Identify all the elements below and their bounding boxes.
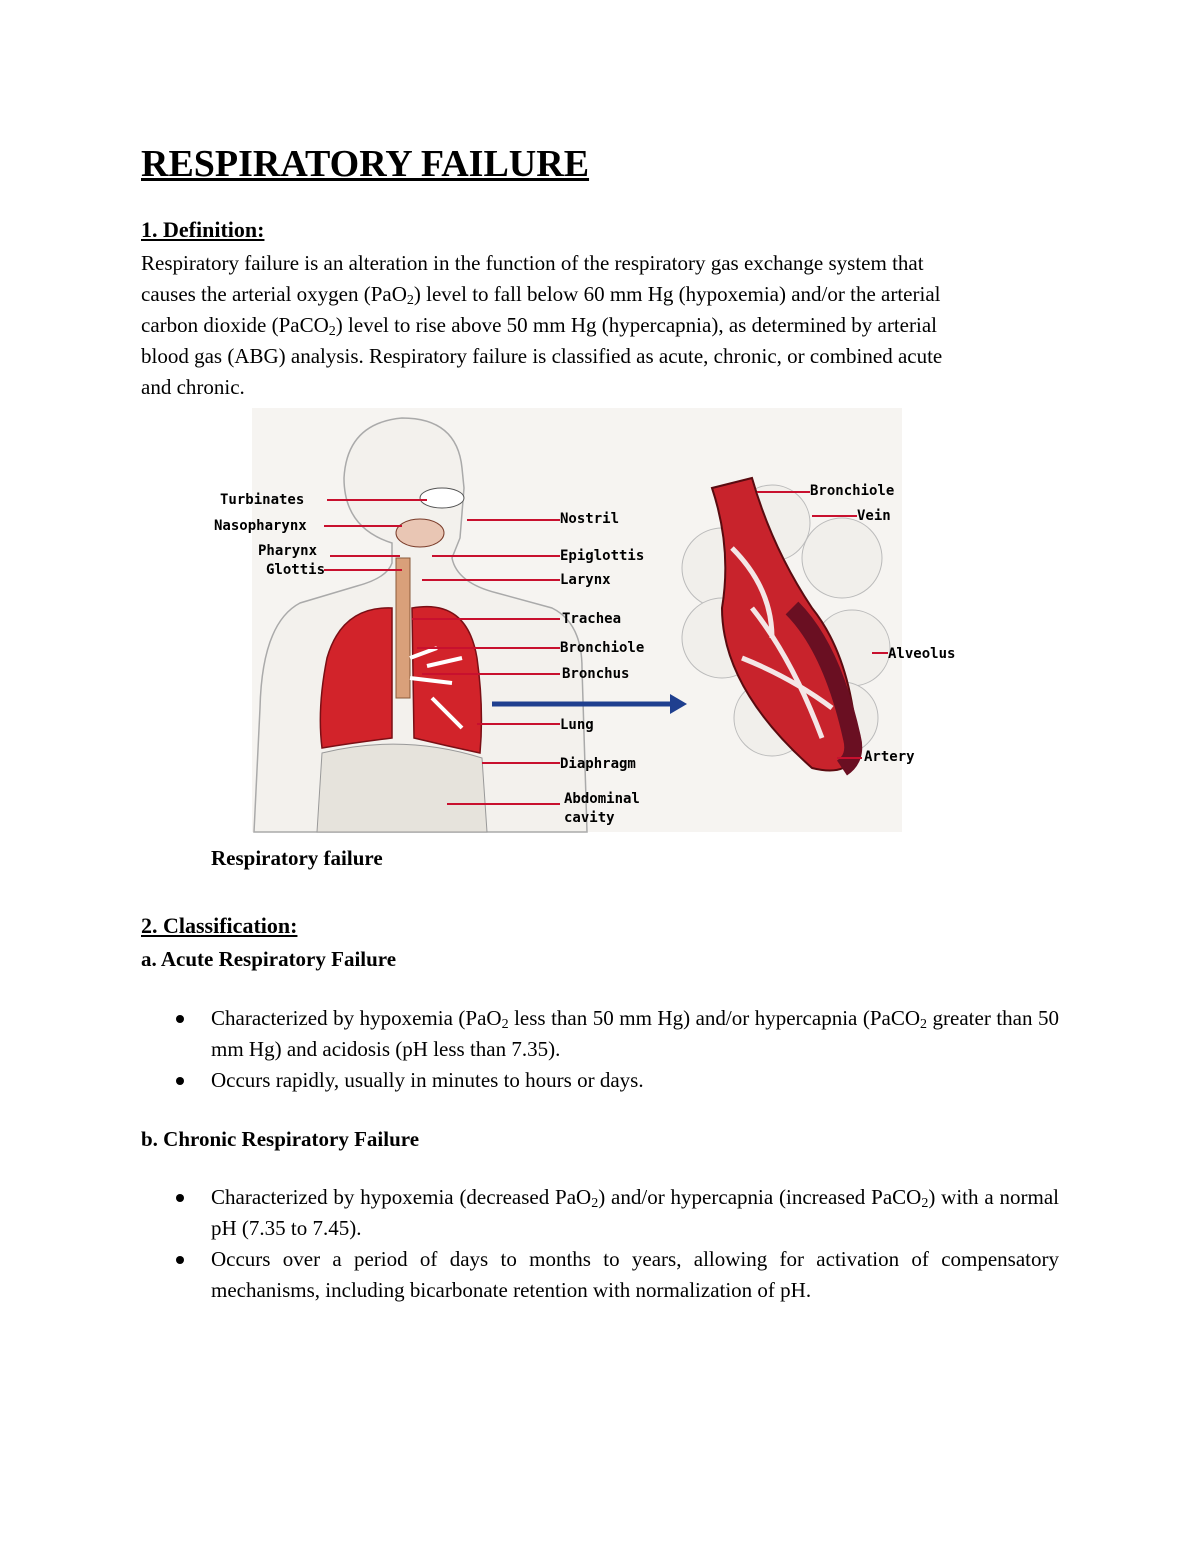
- definition-heading: 1. Definition:: [141, 217, 265, 242]
- label-pharynx: Pharynx: [258, 543, 318, 559]
- acute-bullet-1: Characterized by hypoxemia (PaO$_2$ less than 50 mm Hg) and/or hypercapnia (PaCO$_2$ greater than 50 mm Hg) and acidosis (pH less than 7.35).: [141, 1003, 1059, 1065]
- acute-bullet-2: Occurs rapidly, usually in minutes to hours or days.: [141, 1065, 1059, 1096]
- label-trachea: Trachea: [562, 611, 622, 627]
- chronic-bullet-1: Characterized by hypoxemia (decreased PaO$_2$) and/or hypercapnia (increased PaCO$_2$) with a normal pH (7.35 to 7.45).: [141, 1182, 1059, 1244]
- respiratory-diagram: [214, 408, 956, 832]
- label-nostril: Nostril: [560, 511, 620, 527]
- arrow-head: [670, 694, 687, 714]
- definition-line-3: carbon dioxide (PaCO$_2$) level to rise above 50 mm Hg (hypercapnia), as determined by arterial: [141, 313, 937, 339]
- label-bronchus: Bronchus: [562, 666, 630, 682]
- definition-line-2: causes the arterial oxygen (PaO$_2$) level to fall below 60 mm Hg (hypoxemia) and/or the arterial: [141, 282, 941, 308]
- label-cavity: cavity: [564, 810, 615, 826]
- chronic-bullet-2: Occurs over a period of days to months to years, allowing for activation of compensatory mechanisms, including bicarbonate retention with normalization of pH.: [141, 1244, 1059, 1306]
- trachea-shape: [396, 558, 410, 698]
- classification-heading: 2. Classification:: [141, 913, 298, 938]
- figure-caption: Respiratory failure: [211, 846, 383, 870]
- label-artery: Artery: [864, 749, 915, 765]
- diaphragm-shape: [317, 744, 487, 832]
- label-diaphragm: Diaphragm: [560, 756, 636, 772]
- chronic-bullet-list: [141, 1182, 1059, 1306]
- mouth-cavity: [396, 519, 444, 547]
- chronic-heading: b. Chronic Respiratory Failure: [141, 1127, 420, 1151]
- definition-line-4: blood gas (ABG) analysis. Respiratory failure is classified as acute, chronic, or combined acute: [141, 344, 943, 368]
- nasal-cavity: [420, 488, 464, 508]
- label-vein: Vein: [857, 508, 891, 524]
- document-title: RESPIRATORY FAILURE: [141, 143, 590, 185]
- label-bronchiole: Bronchiole: [560, 640, 645, 656]
- respiratory-system-figure: [214, 408, 956, 832]
- label-glottis: Glottis: [266, 562, 326, 578]
- label-abdominal: Abdominal: [564, 791, 640, 807]
- label-turbinates: Turbinates: [220, 492, 305, 508]
- label-bronchiole-right: Bronchiole: [810, 483, 895, 499]
- bullet-dot: [176, 1015, 184, 1023]
- definition-line-1: Respiratory failure is an alteration in the function of the respiratory gas exchange system that: [141, 251, 924, 275]
- acute-heading: a. Acute Respiratory Failure: [141, 947, 397, 971]
- bullet-dot: [176, 1194, 184, 1202]
- label-lung: Lung: [560, 717, 594, 733]
- bullet-dot: [176, 1256, 184, 1264]
- label-nasopharynx: Nasopharynx: [214, 518, 307, 534]
- bullet-dot: [176, 1077, 184, 1085]
- label-larynx: Larynx: [560, 572, 611, 588]
- definition-paragraph: [141, 248, 1058, 403]
- definition-line-5: and chronic.: [141, 375, 245, 399]
- acute-bullet-list: [141, 1003, 1059, 1096]
- label-alveolus: Alveolus: [888, 646, 956, 662]
- label-epiglottis: Epiglottis: [560, 548, 645, 564]
